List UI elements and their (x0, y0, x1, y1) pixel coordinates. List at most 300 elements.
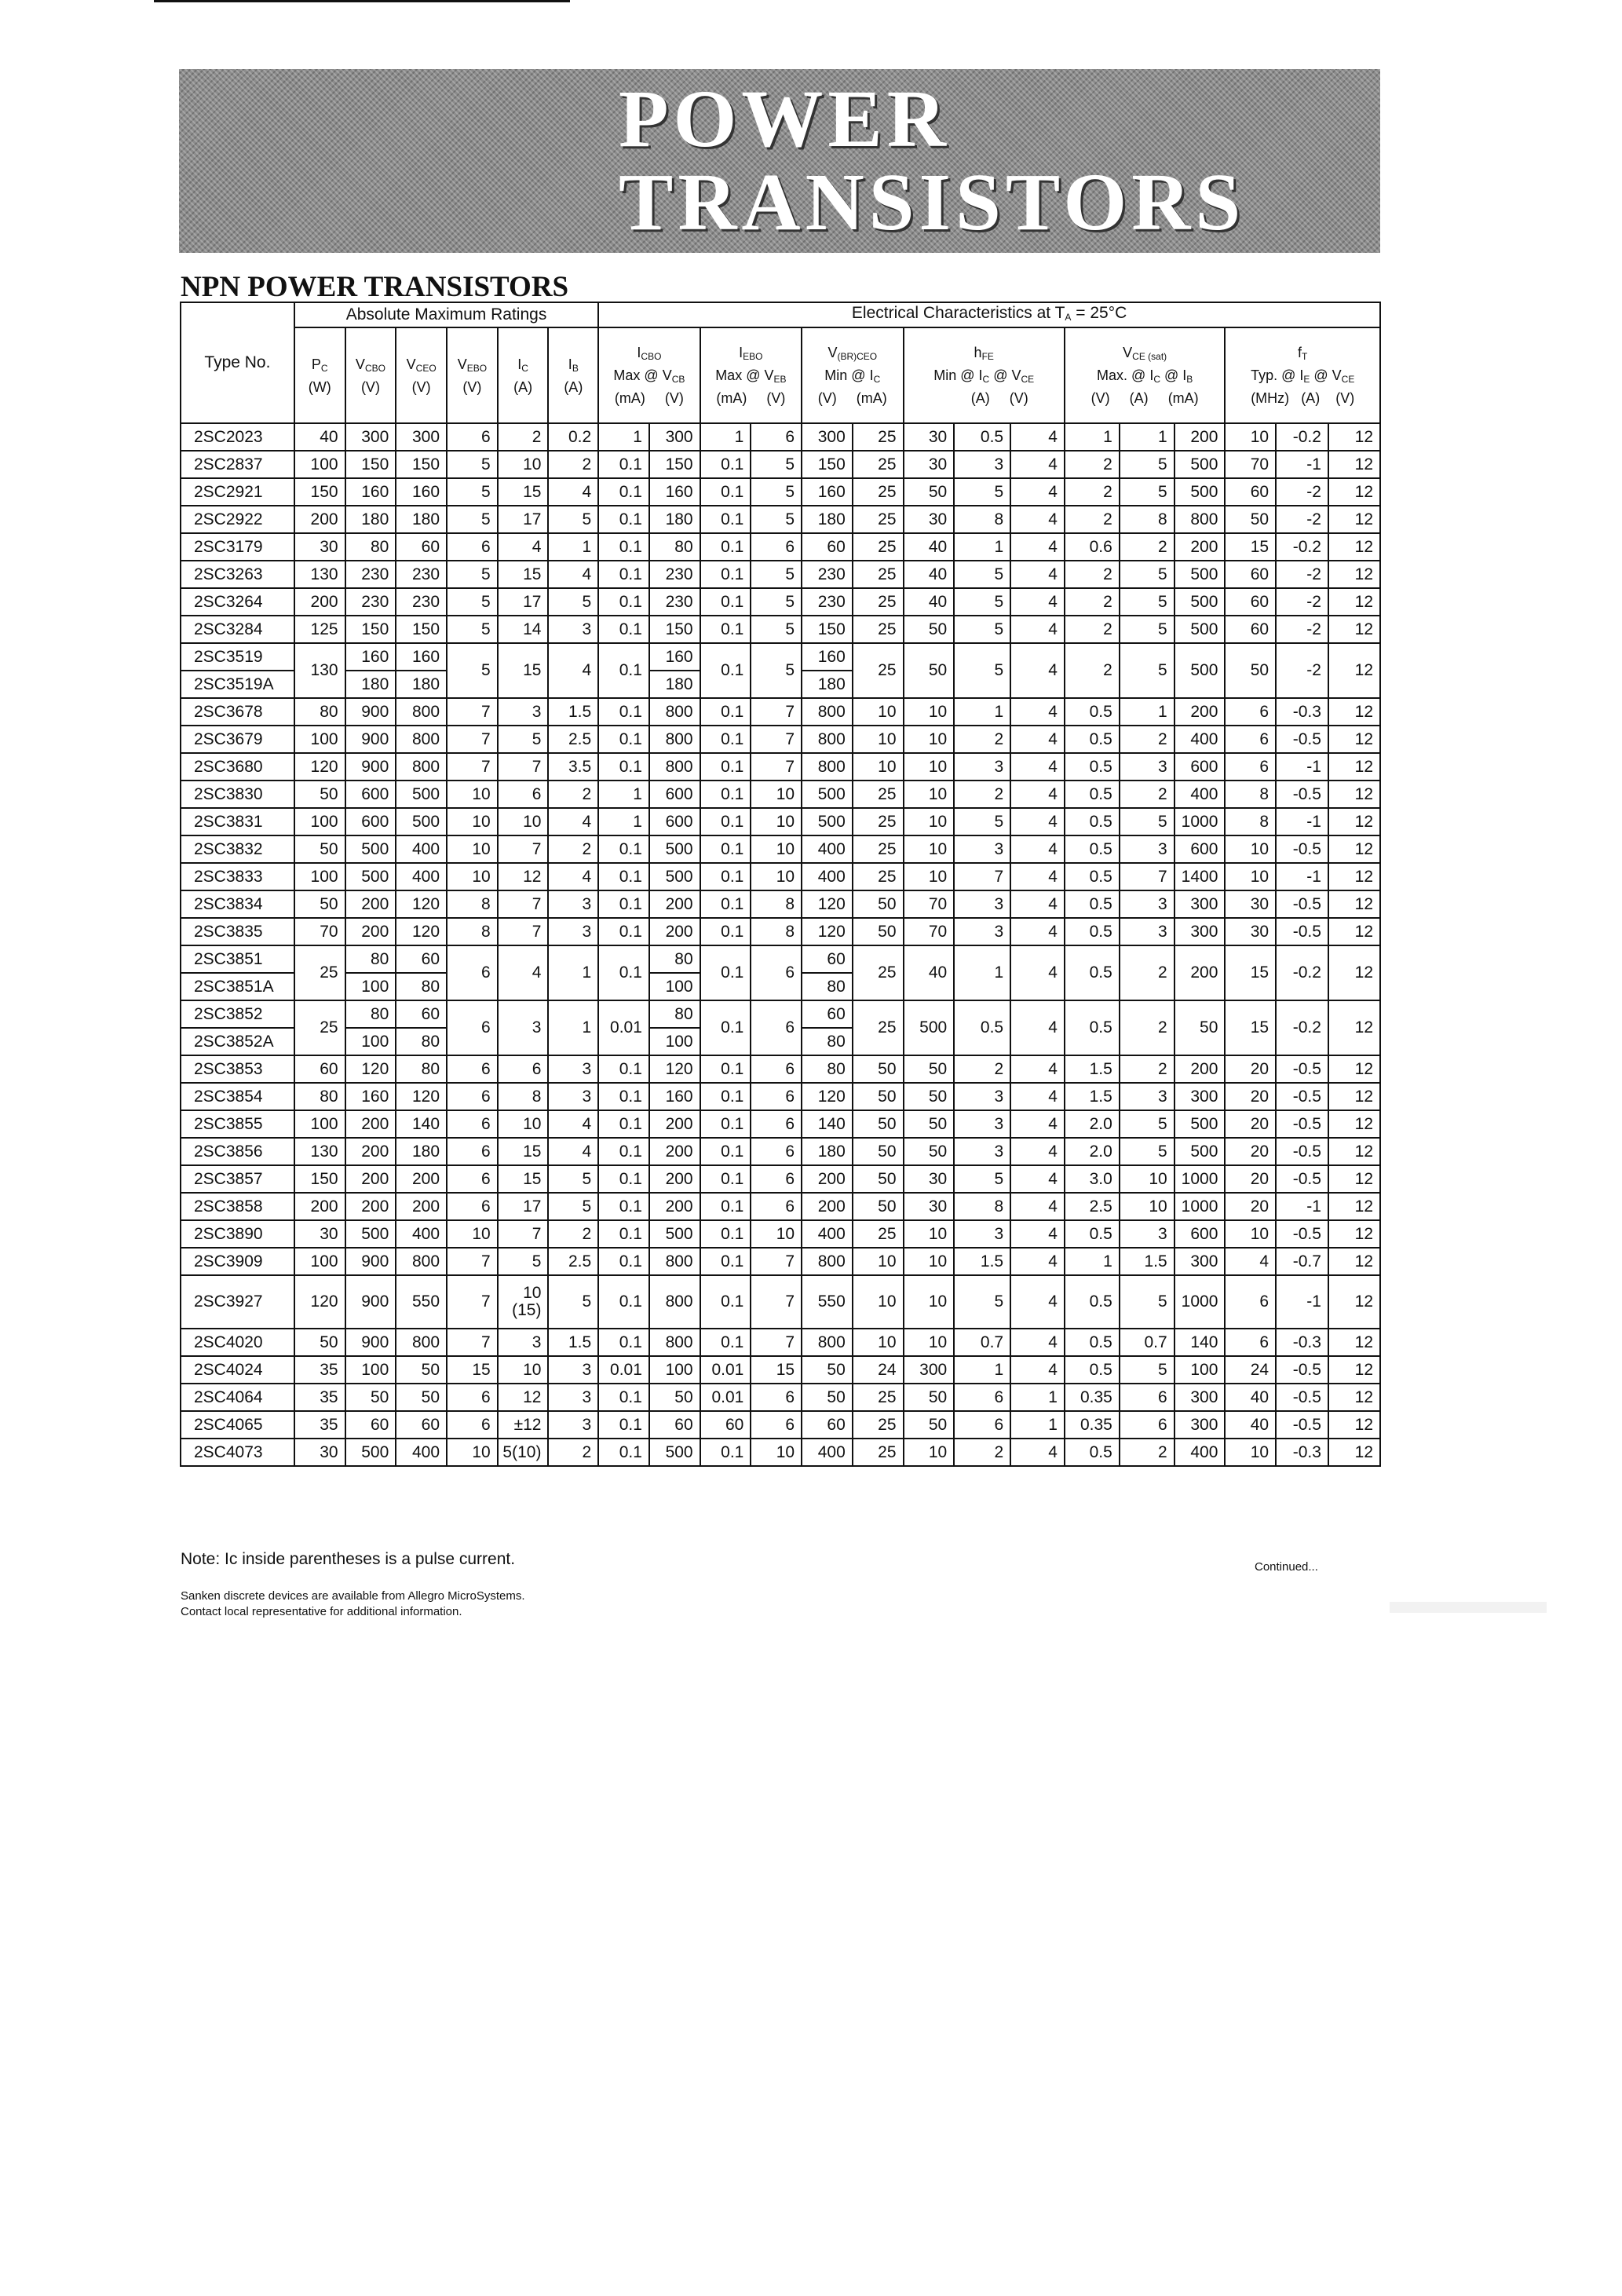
cell-vbr-ic: 25 (853, 506, 904, 533)
cell-vcesat-ic: 6 (1120, 1384, 1174, 1411)
cell-ic: 10 (498, 1356, 549, 1384)
cell-vcbo: 900 (345, 753, 396, 781)
cell-vcbo: 150 (345, 451, 396, 478)
cell-ft: 24 (1225, 1356, 1276, 1384)
cell-ft-ie: -0.2 (1276, 1000, 1328, 1055)
cell-vcbo: 200 (345, 918, 396, 945)
cell-vcesat-ib: 500 (1174, 451, 1226, 478)
cell-ft-ie: -2 (1276, 643, 1328, 698)
cell-vcbo: 80 (345, 1000, 396, 1028)
cell-vcb: 180 (649, 671, 700, 698)
table-row (181, 918, 1380, 945)
cell-vbr-ic: 25 (853, 945, 904, 1000)
cell-vceo: 150 (396, 451, 447, 478)
cell-hfe-vce: 4 (1010, 1083, 1065, 1110)
cell-ic: 7 (498, 835, 549, 863)
cell-vcesat-ib: 300 (1174, 1083, 1226, 1110)
cell-vbr: 160 (802, 643, 853, 671)
table-row (181, 726, 1380, 753)
table-row (181, 890, 1380, 918)
cell-hfe-vce: 4 (1010, 451, 1065, 478)
cell-vcesat: 3.0 (1065, 1165, 1120, 1193)
cell-vbr-ic: 25 (853, 478, 904, 506)
cell-icbo: 0.1 (598, 918, 649, 945)
cell-vceo: 60 (396, 945, 447, 973)
cell-vcesat-ic: 2 (1120, 726, 1174, 753)
cell-icbo: 0.1 (598, 451, 649, 478)
cell-vcbo: 160 (345, 643, 396, 671)
cell-ft-vce: 12 (1328, 1000, 1380, 1055)
cell-iebo: 1 (700, 423, 751, 451)
cell-vcesat: 2 (1065, 478, 1120, 506)
cell-vcesat: 1.5 (1065, 1055, 1120, 1083)
cell-hfe: 10 (904, 753, 955, 781)
cell-hfe-ic: 8 (954, 1193, 1010, 1220)
cell-vcesat-ic: 2 (1120, 781, 1174, 808)
cell-ft-vce: 12 (1328, 1384, 1380, 1411)
cell-vcesat-ic: 2 (1120, 533, 1174, 561)
cell-vbr: 500 (802, 808, 853, 835)
cell-hfe: 10 (904, 863, 955, 890)
cell-vcesat-ib: 300 (1174, 890, 1226, 918)
cell-veb: 5 (751, 561, 802, 588)
cell-vbr: 400 (802, 835, 853, 863)
cell-ib: 5 (548, 1275, 598, 1329)
cell-iebo: 0.01 (700, 1384, 751, 1411)
cell-hfe: 50 (904, 478, 955, 506)
table-row (181, 1329, 1380, 1356)
cell-icbo: 1 (598, 808, 649, 835)
table-row (181, 1248, 1380, 1275)
cell-type: 2SC3890 (181, 1220, 294, 1248)
cell-pc: 35 (294, 1411, 345, 1439)
cell-ft-vce: 12 (1328, 808, 1380, 835)
cell-vceo: 400 (396, 835, 447, 863)
cell-icbo: 0.1 (598, 863, 649, 890)
cell-pc: 25 (294, 1000, 345, 1055)
cell-iebo: 0.1 (700, 1439, 751, 1466)
cell-hfe-ic: 1 (954, 698, 1010, 726)
cell-ib: 3 (548, 1055, 598, 1083)
cell-iebo: 60 (700, 1411, 751, 1439)
cell-hfe: 40 (904, 945, 955, 1000)
cell-ft: 6 (1225, 698, 1276, 726)
cell-ib: 2 (548, 451, 598, 478)
cell-hfe-vce: 4 (1010, 1138, 1065, 1165)
cell-hfe: 30 (904, 423, 955, 451)
cell-ic: 7 (498, 753, 549, 781)
cell-icbo: 0.1 (598, 1138, 649, 1165)
cell-vcb: 500 (649, 1439, 700, 1466)
cell-ic: 15 (498, 1165, 549, 1193)
cell-iebo: 0.1 (700, 1083, 751, 1110)
cell-vbr: 120 (802, 918, 853, 945)
cell-ic: 12 (498, 863, 549, 890)
cell-vbr: 550 (802, 1275, 853, 1329)
cell-vcesat-ib: 800 (1174, 506, 1226, 533)
cell-vebo: 6 (447, 1165, 498, 1193)
cell-hfe-vce: 4 (1010, 945, 1065, 1000)
table-row (181, 1193, 1380, 1220)
cell-ic: 12 (498, 1384, 549, 1411)
cell-vcesat: 2 (1065, 506, 1120, 533)
cell-hfe-vce: 4 (1010, 616, 1065, 643)
cell-type: 2SC3833 (181, 863, 294, 890)
cell-type: 2SC3851 (181, 945, 294, 973)
cell-veb: 7 (751, 1248, 802, 1275)
cell-hfe-ic: 6 (954, 1384, 1010, 1411)
cell-iebo: 0.1 (700, 1275, 751, 1329)
cell-vebo: 7 (447, 1248, 498, 1275)
cell-ft: 60 (1225, 561, 1276, 588)
cell-hfe-ic: 2 (954, 781, 1010, 808)
cell-type: 2SC3263 (181, 561, 294, 588)
transistor-spec-table (180, 302, 1381, 1467)
cell-hfe: 30 (904, 1193, 955, 1220)
cell-vceo: 500 (396, 808, 447, 835)
cell-vcbo: 200 (345, 1165, 396, 1193)
table-row (181, 835, 1380, 863)
cell-vebo: 10 (447, 781, 498, 808)
cell-iebo: 0.1 (700, 561, 751, 588)
cell-vcb: 160 (649, 643, 700, 671)
table-row (181, 643, 1380, 671)
cell-icbo: 0.1 (598, 643, 649, 698)
cell-type: 2SC3854 (181, 1083, 294, 1110)
cell-vcesat-ib: 600 (1174, 753, 1226, 781)
cell-icbo: 0.1 (598, 1220, 649, 1248)
cell-vcb: 800 (649, 726, 700, 753)
cell-ft-vce: 12 (1328, 643, 1380, 698)
cell-vcbo: 500 (345, 835, 396, 863)
cell-vbr-ic: 25 (853, 835, 904, 863)
cell-ib: 5 (548, 506, 598, 533)
cell-ft: 50 (1225, 643, 1276, 698)
cell-vebo: 6 (447, 1083, 498, 1110)
cell-hfe-vce: 4 (1010, 533, 1065, 561)
cell-vcb: 500 (649, 863, 700, 890)
cell-hfe: 30 (904, 506, 955, 533)
cell-ft-vce: 12 (1328, 1165, 1380, 1193)
cell-vbr-ic: 25 (853, 1439, 904, 1466)
cell-vcb: 800 (649, 1248, 700, 1275)
cell-veb: 6 (751, 1083, 802, 1110)
cell-vbr: 500 (802, 781, 853, 808)
cell-vcesat-ic: 3 (1120, 918, 1174, 945)
cell-ft: 8 (1225, 808, 1276, 835)
cell-hfe: 30 (904, 1165, 955, 1193)
cell-ft-vce: 12 (1328, 918, 1380, 945)
cell-vcesat-ib: 1000 (1174, 808, 1226, 835)
cell-vebo: 8 (447, 890, 498, 918)
cell-pc: 50 (294, 890, 345, 918)
cell-ic: 2 (498, 423, 549, 451)
cell-vcbo: 200 (345, 1193, 396, 1220)
cell-vbr-ic: 10 (853, 726, 904, 753)
cell-vcesat-ib: 200 (1174, 945, 1226, 1000)
cell-icbo: 0.1 (598, 1411, 649, 1439)
cell-vebo: 6 (447, 1055, 498, 1083)
cell-vcesat: 0.5 (1065, 918, 1120, 945)
cell-hfe-ic: 3 (954, 918, 1010, 945)
cell-pc: 80 (294, 698, 345, 726)
cell-icbo: 0.1 (598, 945, 649, 1000)
cell-iebo: 0.1 (700, 1055, 751, 1083)
cell-vcesat-ic: 3 (1120, 753, 1174, 781)
cell-vcesat: 0.6 (1065, 533, 1120, 561)
cell-vcesat-ib: 500 (1174, 561, 1226, 588)
cell-vcesat: 0.5 (1065, 890, 1120, 918)
cell-vcb: 160 (649, 478, 700, 506)
vce-sat-header: $V_{CE (sat)}$ Max. @ $I_C$ @ $I_B$ (V) (A) (mA) (1065, 327, 1225, 423)
cell-vcesat-ic: 5 (1120, 1356, 1174, 1384)
cell-vebo: 6 (447, 533, 498, 561)
cell-ft-vce: 12 (1328, 835, 1380, 863)
cell-vceo: 60 (396, 533, 447, 561)
table-row (181, 945, 1380, 973)
cell-type: 2SC3831 (181, 808, 294, 835)
cell-hfe-vce: 4 (1010, 1356, 1065, 1384)
cell-ft-vce: 12 (1328, 1275, 1380, 1329)
cell-vbr: 60 (802, 1000, 853, 1028)
cell-hfe-vce: 4 (1010, 1055, 1065, 1083)
cell-ib: 2.5 (548, 1248, 598, 1275)
cell-hfe-vce: 4 (1010, 561, 1065, 588)
cell-vcesat-ib: 500 (1174, 478, 1226, 506)
iebo-header: $I_{EBO}$ Max @ $V_{EB}$ (mA) (V) (700, 327, 802, 423)
cell-pc: 130 (294, 1138, 345, 1165)
cell-ic: 15 (498, 561, 549, 588)
cell-vcesat-ib: 300 (1174, 918, 1226, 945)
cell-type: 2SC4024 (181, 1356, 294, 1384)
cell-ft-ie: -2 (1276, 478, 1328, 506)
cell-vcesat: 0.5 (1065, 698, 1120, 726)
cell-vbr: 800 (802, 698, 853, 726)
cell-type: 2SC3858 (181, 1193, 294, 1220)
cell-vcesat-ib: 400 (1174, 726, 1226, 753)
cell-iebo: 0.1 (700, 643, 751, 698)
cell-type: 2SC3284 (181, 616, 294, 643)
cell-vcesat-ic: 5 (1120, 808, 1174, 835)
table-row (181, 698, 1380, 726)
cell-vcesat-ic: 1 (1120, 698, 1174, 726)
cell-ft-vce: 12 (1328, 863, 1380, 890)
cell-vcbo: 200 (345, 1138, 396, 1165)
cell-hfe-ic: 3 (954, 451, 1010, 478)
ib-header: $I_B$ (A) (548, 327, 598, 423)
table-row (181, 1165, 1380, 1193)
cell-vcesat: 0.35 (1065, 1411, 1120, 1439)
cell-type: 2SC3834 (181, 890, 294, 918)
cell-hfe-ic: 0.7 (954, 1329, 1010, 1356)
footer-line-2: Contact local representative for additional information. (181, 1605, 462, 1618)
cell-vbr: 180 (802, 671, 853, 698)
cell-vbr-ic: 50 (853, 918, 904, 945)
cell-iebo: 0.1 (700, 588, 751, 616)
ic-header: $I_C$ (A) (498, 327, 549, 423)
cell-ic: 17 (498, 506, 549, 533)
cell-vbr: 160 (802, 478, 853, 506)
cell-pc: 50 (294, 1329, 345, 1356)
cell-ft: 15 (1225, 945, 1276, 1000)
cell-hfe-vce: 4 (1010, 506, 1065, 533)
cell-vebo: 6 (447, 1110, 498, 1138)
cell-ft-ie: -2 (1276, 561, 1328, 588)
cell-pc: 100 (294, 451, 345, 478)
cell-hfe: 70 (904, 890, 955, 918)
cell-type: 2SC2921 (181, 478, 294, 506)
cell-vebo: 5 (447, 561, 498, 588)
cell-iebo: 0.1 (700, 1165, 751, 1193)
cell-vcb: 150 (649, 616, 700, 643)
cell-vbr-ic: 25 (853, 1220, 904, 1248)
cell-vcbo: 900 (345, 1248, 396, 1275)
cell-vcesat-ib: 600 (1174, 1220, 1226, 1248)
cell-veb: 5 (751, 643, 802, 698)
cell-vebo: 6 (447, 945, 498, 1000)
cell-vcb: 120 (649, 1055, 700, 1083)
abs-max-header: Absolute Maximum Ratings (294, 302, 598, 327)
cell-vcbo: 900 (345, 1275, 396, 1329)
cell-pc: 40 (294, 423, 345, 451)
rows-group-c (181, 1055, 1380, 1275)
cell-hfe: 40 (904, 561, 955, 588)
cell-ft-ie: -1 (1276, 1193, 1328, 1220)
cell-icbo: 0.1 (598, 1193, 649, 1220)
cell-ft-ie: -0.5 (1276, 726, 1328, 753)
cell-ft-vce: 12 (1328, 1356, 1380, 1384)
cell-vceo: 200 (396, 1165, 447, 1193)
cell-vceo: 550 (396, 1275, 447, 1329)
cell-vebo: 10 (447, 808, 498, 835)
cell-type: 2SC3852A (181, 1028, 294, 1055)
cell-type: 2SC4020 (181, 1329, 294, 1356)
cell-vbr-ic: 10 (853, 698, 904, 726)
cell-icbo: 0.1 (598, 1055, 649, 1083)
cell-vcesat-ic: 5 (1120, 478, 1174, 506)
cell-veb: 7 (751, 726, 802, 753)
cell-vebo: 5 (447, 616, 498, 643)
cell-vceo: 60 (396, 1411, 447, 1439)
cell-ib: 4 (548, 863, 598, 890)
cell-vceo: 230 (396, 561, 447, 588)
pc-header: $P_C$ (W) (294, 327, 345, 423)
cell-iebo: 0.1 (700, 478, 751, 506)
cell-ft-vce: 12 (1328, 1138, 1380, 1165)
cell-ib: 3.5 (548, 753, 598, 781)
cell-ib: 1 (548, 533, 598, 561)
cell-vcb: 230 (649, 588, 700, 616)
cell-iebo: 0.1 (700, 616, 751, 643)
cell-hfe-vce: 4 (1010, 1193, 1065, 1220)
cell-type: 2SC2023 (181, 423, 294, 451)
cell-veb: 6 (751, 1165, 802, 1193)
table-row (181, 808, 1380, 835)
cell-veb: 10 (751, 835, 802, 863)
cell-vbr-ic: 25 (853, 1384, 904, 1411)
cell-iebo: 0.1 (700, 698, 751, 726)
cell-ft-ie: -0.5 (1276, 1083, 1328, 1110)
cell-pc: 50 (294, 781, 345, 808)
cell-ib: 3 (548, 1411, 598, 1439)
group-header-row (181, 302, 1380, 327)
cell-ft-ie: -0.5 (1276, 890, 1328, 918)
cell-ft-vce: 12 (1328, 1329, 1380, 1356)
cell-type: 2SC3835 (181, 918, 294, 945)
cell-ic: 15 (498, 478, 549, 506)
cell-ic: 14 (498, 616, 549, 643)
cell-vcb: 200 (649, 918, 700, 945)
cell-vbr-ic: 25 (853, 643, 904, 698)
cell-type: 2SC3679 (181, 726, 294, 753)
cell-hfe: 500 (904, 1000, 955, 1055)
cell-pc: 100 (294, 726, 345, 753)
cell-vcesat: 0.5 (1065, 863, 1120, 890)
cell-veb: 7 (751, 1275, 802, 1329)
cell-ft: 60 (1225, 478, 1276, 506)
cell-ib: 3 (548, 1384, 598, 1411)
cell-ft: 20 (1225, 1138, 1276, 1165)
cell-vbr-ic: 50 (853, 1083, 904, 1110)
cell-vebo: 10 (447, 863, 498, 890)
cell-icbo: 0.1 (598, 1329, 649, 1356)
cell-ft-ie: -1 (1276, 753, 1328, 781)
cell-vcesat-ib: 500 (1174, 643, 1226, 698)
cell-pc: 100 (294, 863, 345, 890)
cell-iebo: 0.1 (700, 863, 751, 890)
cell-pc: 150 (294, 478, 345, 506)
banner-title-line1: POWER (619, 74, 951, 164)
cell-vcbo: 100 (345, 973, 396, 1000)
cell-ft: 20 (1225, 1083, 1276, 1110)
cell-ic: 5(10) (498, 1439, 549, 1466)
cell-veb: 15 (751, 1356, 802, 1384)
cell-hfe-ic: 1 (954, 1356, 1010, 1384)
cell-hfe-vce: 4 (1010, 835, 1065, 863)
cell-icbo: 1 (598, 423, 649, 451)
cell-hfe-ic: 0.5 (954, 423, 1010, 451)
cell-ic: 10 (498, 808, 549, 835)
cell-ib: 2 (548, 835, 598, 863)
cell-ic: 7 (498, 890, 549, 918)
cell-ft-vce: 12 (1328, 506, 1380, 533)
cell-vcbo: 160 (345, 1083, 396, 1110)
cell-hfe-vce: 4 (1010, 588, 1065, 616)
cell-hfe-vce: 4 (1010, 863, 1065, 890)
cell-vcbo: 80 (345, 945, 396, 973)
table-row (181, 1220, 1380, 1248)
cell-vbr: 800 (802, 726, 853, 753)
cell-vcbo: 160 (345, 478, 396, 506)
cell-ib: 4 (548, 643, 598, 698)
cell-ib: 5 (548, 1165, 598, 1193)
cell-pc: 30 (294, 1439, 345, 1466)
cell-iebo: 0.1 (700, 726, 751, 753)
cell-vbr: 50 (802, 1384, 853, 1411)
cell-iebo: 0.1 (700, 945, 751, 1000)
cell-ft-ie: -0.7 (1276, 1248, 1328, 1275)
cell-ib: 3 (548, 616, 598, 643)
cell-ic (498, 1275, 549, 1329)
cell-vcesat-ib: 500 (1174, 1138, 1226, 1165)
elec-char-header: Electrical Characteristics at $T_A = 25^\circ C$ (598, 302, 1380, 327)
cell-vcbo: 900 (345, 726, 396, 753)
cell-vcesat-ic: 5 (1120, 1138, 1174, 1165)
cell-vcesat-ic: 1.5 (1120, 1248, 1174, 1275)
cell-hfe: 10 (904, 1439, 955, 1466)
cell-vbr-ic: 25 (853, 863, 904, 890)
table-row (181, 1055, 1380, 1083)
